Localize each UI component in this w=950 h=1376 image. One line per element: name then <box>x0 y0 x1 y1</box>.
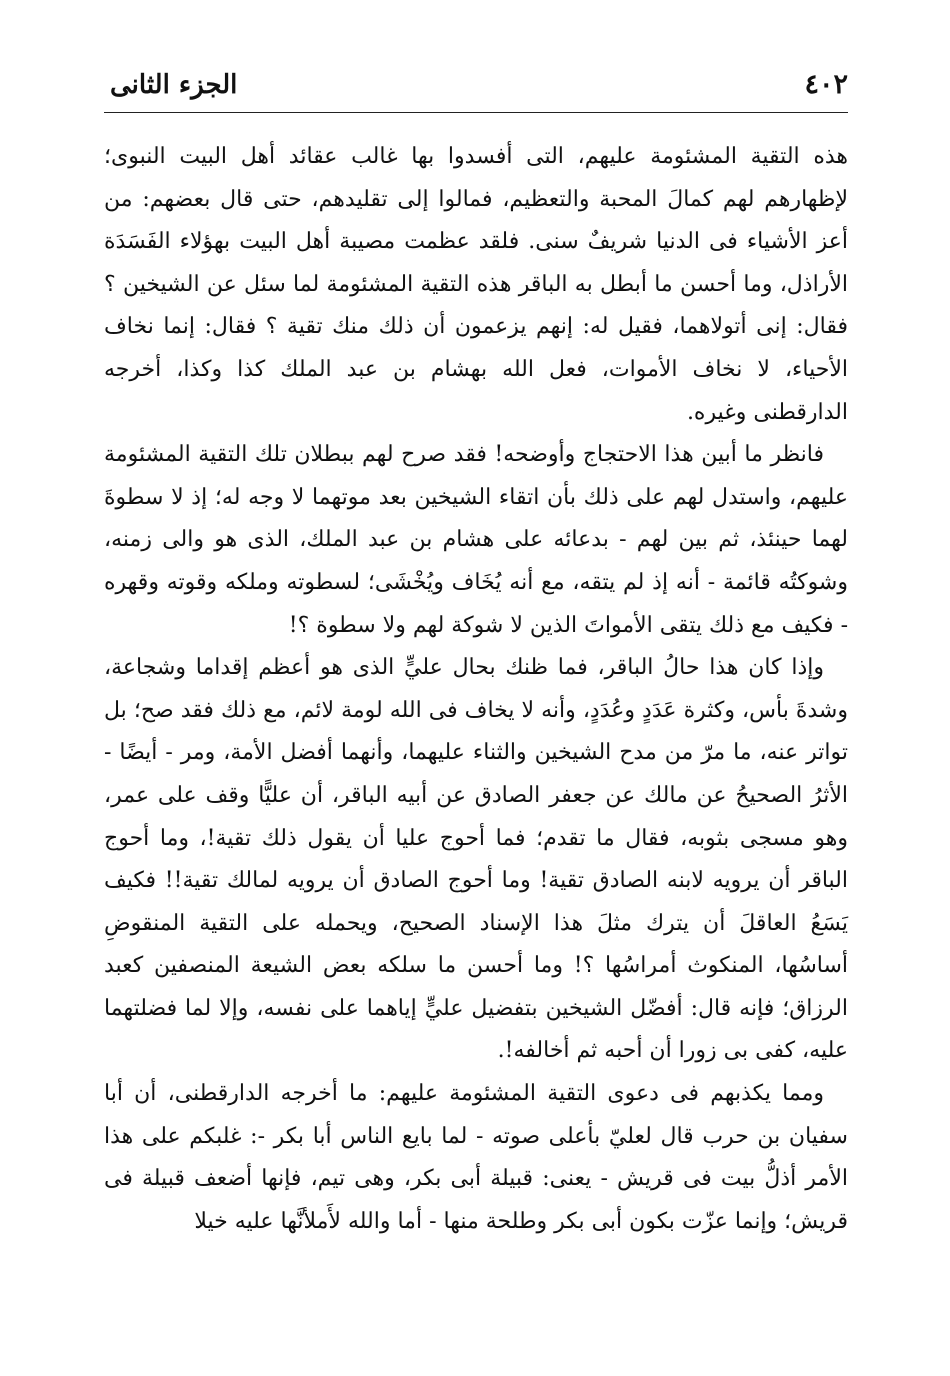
paragraph: ومما يكذبهم فى دعوى التقية المشئومة عليهم: ما أخرجه الدارقطنى، أن أبا سفيان بن حرب قال لعليّ بأعلى صوته - لما بايع الناس أبا بكر -: غلبكم على هذا الأمر أذلُّ بيت فى قريش - يعنى: قبيلة أبى بكر، وهى تيم، فإنها أضعف قبيلة فى قريش؛ وإنما عزّت بكون أبى بكر وطلحة منها - أما والله لأَملأنَّها عليه خيلا <box>104 1081 848 1234</box>
running-title: الجزء الثانى <box>110 70 238 100</box>
page-header <box>104 64 848 108</box>
page-number: ٤٠٢ <box>804 69 848 100</box>
paragraph: فانظر ما أبين هذا الاحتجاج وأوضحه! فقد صرح لهم ببطلان تلك التقية المشئومة عليهم، واستدل لهم على ذلك بأن اتقاء الشيخين بعد موتهما لا وجه له؛ إذ لا سطوةَ لهما حينئذ، ثم بين لهم - بدعائه على هشام بن عبد الملك، الذى هو والى زمنه، وشوكتُه قائمة - أنه إذ لم يتقه، مع أنه يُخَاف ويُخْشَى؛ لسطوته وملكه وقوته وقهره - فكيف مع ذلك يتقى الأمواتَ الذين لا شوكة لهم ولا سطوة ؟! <box>104 442 848 638</box>
paragraph: هذه التقية المشئومة عليهم، التى أفسدوا بها غالب عقائد أهل البيت النبوى؛ لإظهارهم لهم كمالَ المحبة والتعظيم، فمالوا إلى تقليدهم، حتى قال بعضهم: من أعز الأشياء فى الدنيا شريفٌ سنى. فلقد عظمت مصيبة أهل البيت بهؤلاء الفَسَدَة الأراذل، وما أحسن ما أبطل به الباقر هذه التقية المشئومة لما سئل عن الشيخين ؟ فقال: إنى أتولاهما، فقيل له: إنهم يزعمون أن ذلك منك تقية ؟ فقال: إنما نخاف الأحياء، لا نخاف الأموات، فعل الله بهشام بن عبد الملك كذا وكذا، أخرجه الدارقطنى وغيره. <box>104 144 848 425</box>
paragraph: وإذا كان هذا حالُ الباقر، فما ظنك بحال عليٍّ الذى هو أعظم إقداما وشجاعة، وشدةَ بأس، وكثرة عَدَدٍ وعُدَدٍ، وأنه لا يخاف فى الله لومة لائم، مع ذلك فقد صح؛ بل تواتر عنه، ما مرّ من مدح الشيخين والثناء عليهما، وأنهما أفضل الأمة، ومر - أيضًا - الأثرُ الصحيحُ عن مالك عن جعفر الصادق عن أبيه الباقر، أن عليًّا وقف على عمر، وهو مسجى بثوبه، فقال ما تقدم؛ فما أحوج عليا أن يقول ذلك تقية!، وما أحوج الباقر أن يرويه لابنه الصادق تقية! وما أحوج الصادق أن يرويه لمالك تقية!! فكيف يَسَعُ العاقلَ أن يترك مثلَ هذا الإسناد الصحيح، ويحمله على التقية المنقوضِ أساسُها، المنكوث أمراسُها ؟! وما أحسن ما سلكه بعض الشيعة المنصفين كعبد الرزاق؛ فإنه قال: أفضّل الشيخين بتفضيل عليٍّ إياهما على نفسه، وإلا لما فضلتهما عليه، كفى بى زورا أن أحبه ثم أخالفه!. <box>104 655 848 1064</box>
header-divider <box>104 112 848 113</box>
body-text <box>104 136 848 1243</box>
